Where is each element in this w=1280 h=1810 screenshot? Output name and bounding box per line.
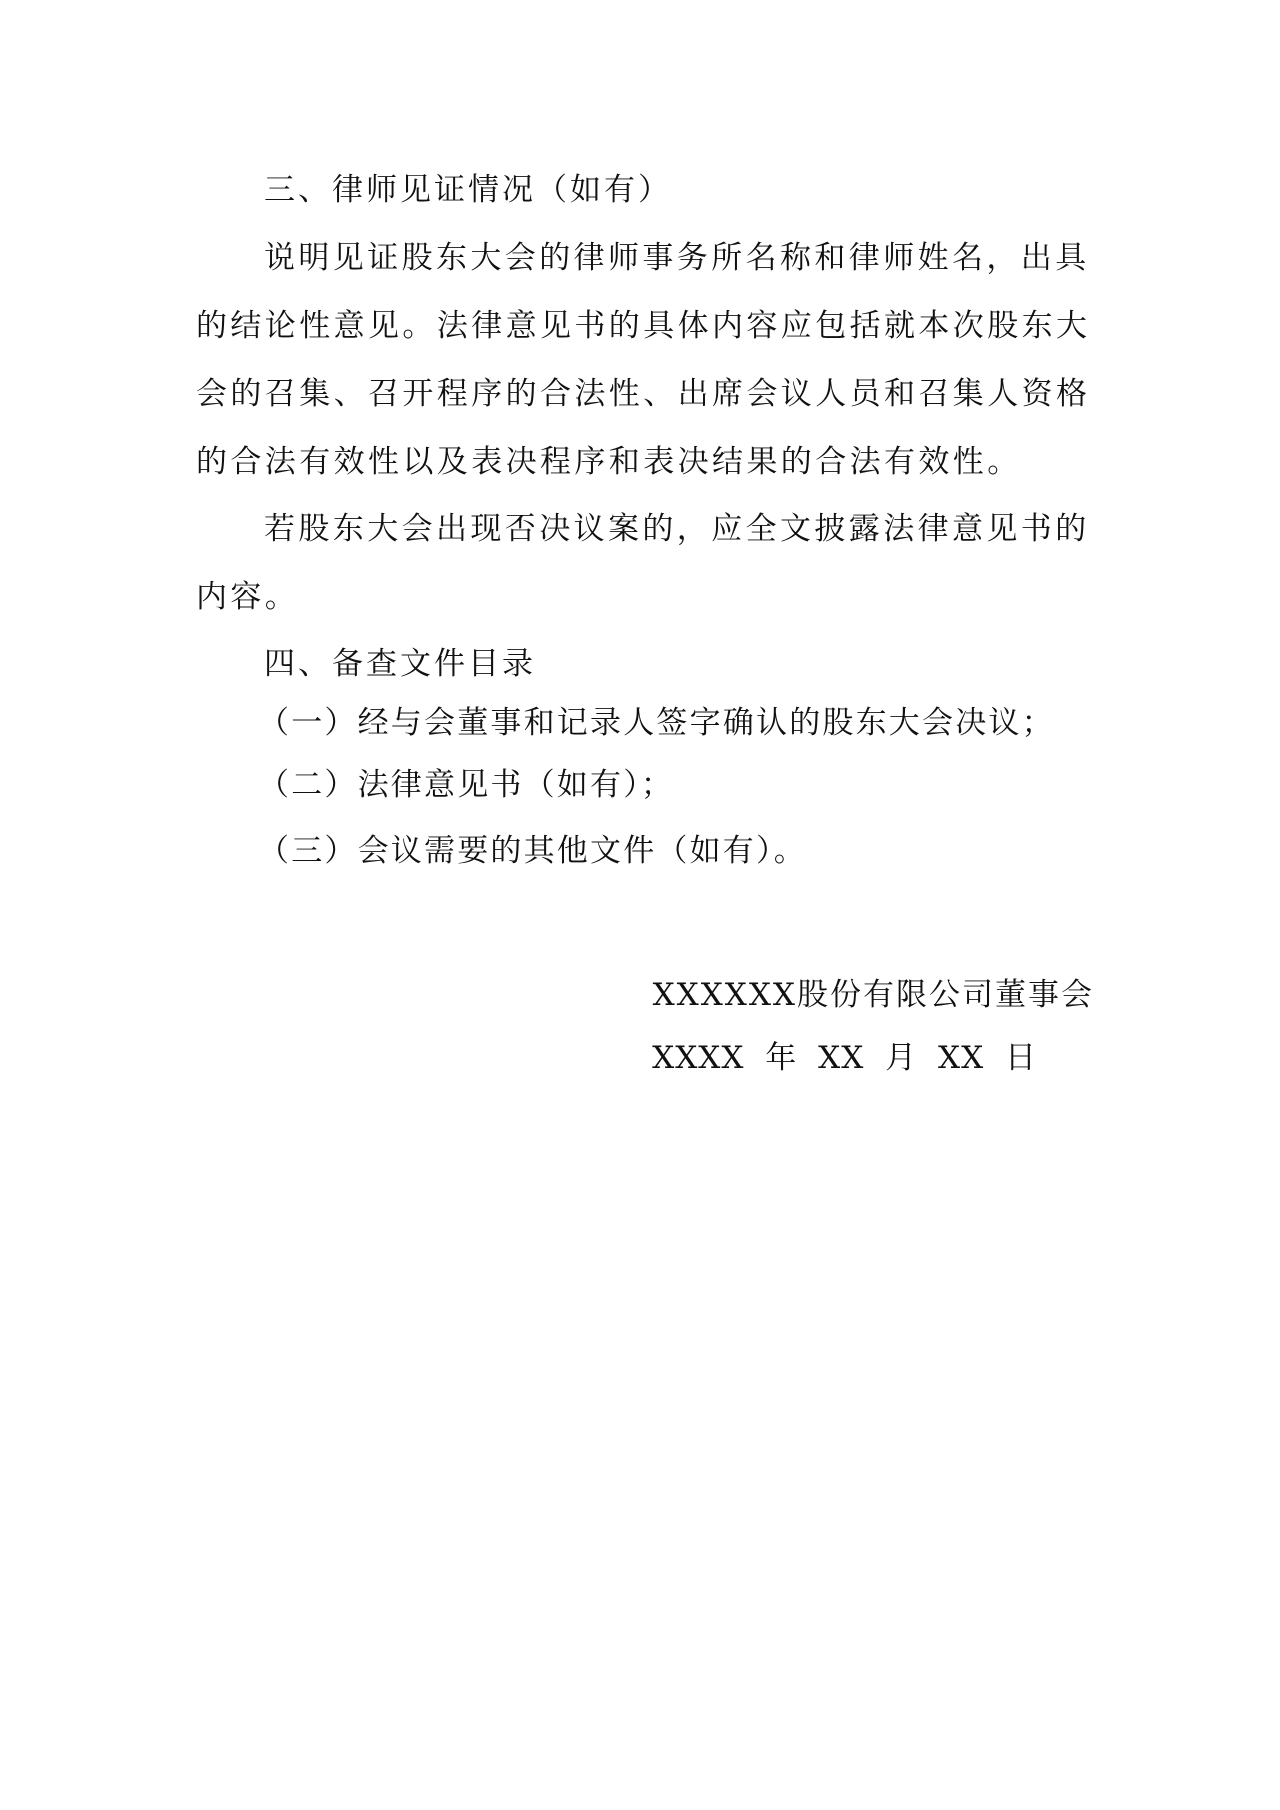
section3-heading: 三、律师见证情况（如有） [264,172,672,208]
section4-item-2: （二）法律意见书（如有）； [258,767,675,803]
section3-para2-line1: 若股东大会出现否决议案的，应全文披露法律意见书的 [264,511,1090,547]
section3-para1-line3: 会的召集、召开程序的合法性、出席会议人员和召集人资格 [196,376,1091,412]
signature-company: XXXXXX股份有限公司董事会 [652,977,1094,1013]
section4-item-3: （三）会议需要的其他文件（如有）。 [258,833,807,869]
section3-para1-line4: 的合法有效性以及表决程序和表决结果的合法有效性。 [196,444,1022,480]
section3-para2-line2: 内容。 [196,579,300,615]
section3-para1-line1: 说明见证股东大会的律师事务所名称和律师姓名，出具 [264,240,1090,276]
section4-heading: 四、备查文件目录 [264,646,536,682]
section3-para1-line2: 的结论性意见。法律意见书的具体内容应包括就本次股东大 [196,308,1091,344]
signature-date: XXXX 年 XX 月 XX 日 [652,1040,1037,1076]
section4-item-1: （一）经与会董事和记录人签字确认的股东大会决议； [258,705,1055,741]
